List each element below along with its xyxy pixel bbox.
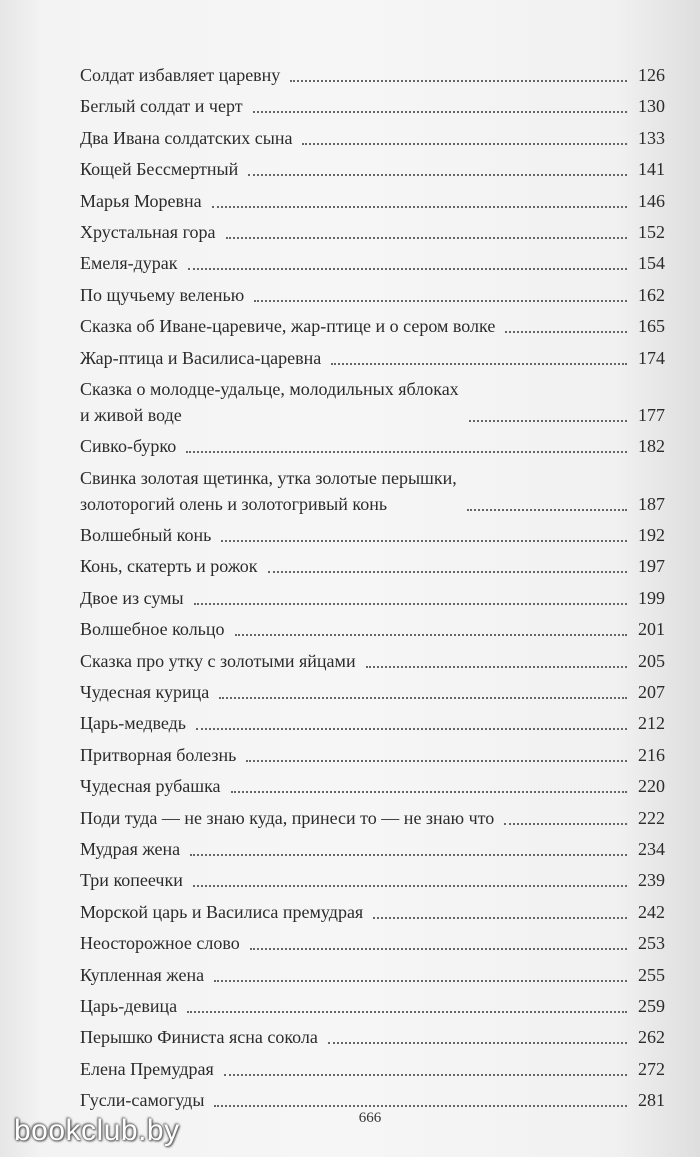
toc-entry <box>80 62 665 88</box>
toc-entry <box>80 188 665 214</box>
dot-leader <box>248 174 627 176</box>
toc-entry <box>80 805 665 831</box>
toc-entry <box>80 522 665 548</box>
toc-entry <box>80 282 665 308</box>
toc-entry-title: Конь, скатерть и рожок <box>80 556 258 577</box>
dot-leader <box>373 917 627 919</box>
toc-entry-page: 133 <box>638 127 665 148</box>
toc-entry-title: Неосторожное слово <box>80 933 240 954</box>
dot-leader <box>290 80 627 82</box>
toc-entry-title: Морской царь и Василиса премудрая <box>80 901 364 922</box>
toc-entry-title: По щучьему веленью <box>80 284 245 305</box>
toc-entry-title-line: Сказка о молодце-удальце, молодильных яблоках <box>80 378 459 399</box>
toc-entry-page: 222 <box>638 807 665 828</box>
toc-entry-page: 197 <box>638 556 665 577</box>
toc-entry <box>80 156 665 182</box>
toc-entry-title: Притворная болезнь <box>80 744 237 765</box>
page-number: 666 <box>358 1110 382 1126</box>
dot-leader <box>219 697 627 699</box>
dot-leader <box>212 206 627 208</box>
dot-leader <box>253 111 627 113</box>
toc-entry-page: 242 <box>638 901 665 922</box>
toc-entry-title: Чудесная курица <box>80 682 210 703</box>
toc-entry-title <box>80 465 457 517</box>
toc-entry-page: 177 <box>638 404 665 425</box>
toc-entry-page: 253 <box>638 933 665 954</box>
toc-entry-page: 154 <box>638 253 665 274</box>
toc-entry <box>80 710 665 736</box>
toc-entry-page: 187 <box>638 493 665 514</box>
toc-entry-page: 182 <box>638 436 665 457</box>
toc-entry-page: 126 <box>638 65 665 85</box>
toc-entry-title: Беглый солдат и черт <box>80 96 243 117</box>
toc-entry-title: Перышко Финиста ясна сокола <box>80 1027 318 1048</box>
dot-leader <box>505 331 627 333</box>
dot-leader <box>302 143 627 145</box>
toc-entry-title: Солдат избавляет царевну <box>80 65 281 85</box>
toc-entry <box>80 836 665 862</box>
toc-entry-page: 262 <box>638 1027 665 1048</box>
dot-leader <box>193 885 627 887</box>
toc-entry-page: 281 <box>638 1090 665 1111</box>
toc-entry-page: 165 <box>638 316 665 337</box>
toc-entry-title: Сивко-бурко <box>80 436 177 457</box>
dot-leader <box>188 268 627 270</box>
toc-entry-page: 259 <box>638 995 665 1016</box>
watermark-logo: bookclub.by <box>14 1114 180 1147</box>
toc-entry-title: Сказка об Иване-царевиче, жар-птице и о сером волке <box>80 316 496 337</box>
toc-entry <box>80 962 665 988</box>
toc-entry <box>80 250 665 276</box>
dot-leader <box>268 571 627 573</box>
toc-entry-page: 146 <box>638 190 665 211</box>
dot-leader <box>246 760 627 762</box>
toc-entry <box>80 993 665 1019</box>
toc-entry-page: 205 <box>638 650 665 671</box>
toc-entry <box>80 930 665 956</box>
toc-entry-title: Царь-медведь <box>80 713 187 734</box>
dot-leader <box>366 666 627 668</box>
dot-leader <box>214 1105 627 1107</box>
toc-entry-page: 212 <box>638 713 665 734</box>
dot-leader <box>224 1074 627 1076</box>
toc-entry-page: 130 <box>638 96 665 117</box>
toc-entry-page: 234 <box>638 838 665 859</box>
toc-entry-title: Жар-птица и Василиса-царевна <box>80 347 322 368</box>
toc-entry <box>80 616 665 642</box>
toc-entry <box>80 679 665 705</box>
toc-entry-title: Гусли-самогуды <box>80 1090 205 1111</box>
dot-leader <box>190 854 627 856</box>
toc-entry-title: Царь-девица <box>80 995 178 1016</box>
toc-entry-page: 220 <box>638 776 665 797</box>
toc-entry <box>80 742 665 768</box>
toc-entry-page: 272 <box>638 1058 665 1079</box>
toc-entry-page: 207 <box>638 682 665 703</box>
toc-entry-title: Марья Моревна <box>80 190 202 211</box>
dot-leader <box>186 451 627 453</box>
toc-entry-page: 239 <box>638 870 665 891</box>
toc-entry-page: 152 <box>638 221 665 242</box>
dot-leader <box>187 1011 627 1013</box>
toc-entry-page: 141 <box>638 159 665 180</box>
toc-entry <box>80 433 665 459</box>
toc-entry-title: Три копеечки <box>80 870 183 891</box>
dot-leader <box>226 237 627 239</box>
table-of-contents <box>80 62 665 1119</box>
toc-entry <box>80 648 665 674</box>
toc-entry-title-line: и живой воде <box>80 404 182 425</box>
dot-leader <box>504 823 627 825</box>
dot-leader <box>214 980 627 982</box>
toc-entry-title: Хрустальная гора <box>80 221 216 242</box>
toc-entry <box>80 313 665 339</box>
dot-leader <box>467 509 627 511</box>
toc-entry-title: Два Ивана солдатских сына <box>80 127 293 148</box>
toc-entry <box>80 93 665 119</box>
toc-entry <box>80 345 665 371</box>
toc-entry <box>80 867 665 893</box>
dot-leader <box>235 634 627 636</box>
dot-leader <box>194 603 627 605</box>
toc-entry <box>80 1056 665 1082</box>
toc-entry-title: Елена Премудрая <box>80 1058 214 1079</box>
dot-leader <box>196 728 627 730</box>
dot-leader <box>328 1042 627 1044</box>
toc-entry-title: Волшебный конь <box>80 525 212 546</box>
toc-entry-title: Чудесная рубашка <box>80 776 221 797</box>
toc-entry <box>80 899 665 925</box>
toc-entry <box>80 465 665 517</box>
dot-leader <box>221 540 627 542</box>
toc-entry-page: 162 <box>638 284 665 305</box>
toc-entry-title-line: золоторогий олень и золотогривый конь <box>80 493 388 514</box>
dot-leader <box>469 420 627 422</box>
toc-entry-page: 255 <box>638 964 665 985</box>
toc-entry-page: 174 <box>638 347 665 368</box>
toc-entry-title: Купленная жена <box>80 964 205 985</box>
dot-leader <box>231 791 627 793</box>
dot-leader <box>331 363 627 365</box>
toc-entry-title: Волшебное кольцо <box>80 619 225 640</box>
toc-entry-title-line: Свинка золотая щетинка, утка золотые перышки, <box>80 467 457 488</box>
toc-entry-title: Поди туда — не знаю куда, принеси то — не знаю что <box>80 807 495 828</box>
toc-entry <box>80 773 665 799</box>
toc-entry-title: Двое из сумы <box>80 587 184 608</box>
toc-entry-title: Емеля-дурак <box>80 253 178 274</box>
toc-entry <box>80 553 665 579</box>
toc-entry <box>80 585 665 611</box>
toc-entry-title <box>80 376 459 428</box>
toc-entry-title: Сказка про утку с золотыми яйцами <box>80 650 356 671</box>
toc-entry-page: 192 <box>638 525 665 546</box>
dot-leader <box>250 948 627 950</box>
toc-entry <box>80 1024 665 1050</box>
toc-entry <box>80 219 665 245</box>
toc-entry-title: Мудрая жена <box>80 838 181 859</box>
toc-entry-title: Кощей Бессмертный <box>80 159 239 180</box>
toc-entry <box>80 125 665 151</box>
toc-entry <box>80 376 665 428</box>
dot-leader <box>254 300 627 302</box>
toc-entry-page: 199 <box>638 587 665 608</box>
toc-entry-page: 201 <box>638 619 665 640</box>
toc-entry-page: 216 <box>638 744 665 765</box>
